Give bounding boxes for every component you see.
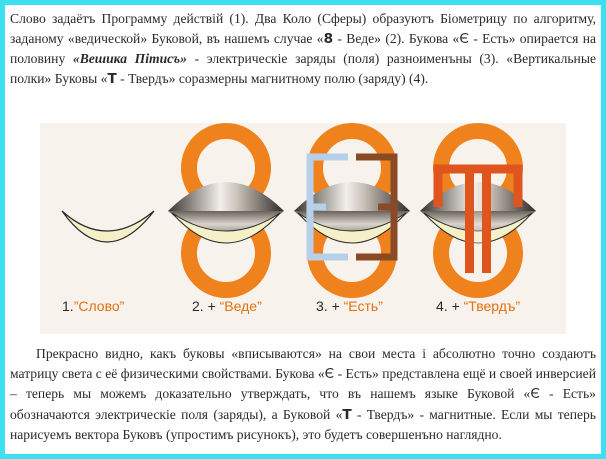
figure-2-vede	[168, 131, 284, 290]
glyph-est: Є	[530, 386, 540, 402]
tverd-stem-left	[465, 169, 474, 273]
caption-3: 3. + “Есть”	[316, 298, 383, 314]
tverd-stem-gap	[474, 173, 482, 273]
conclusion-text-3: - Есть» обозначаются электрическіе поля (заряды), а Буковой «	[10, 386, 596, 422]
figure-1-slovo	[62, 211, 154, 242]
conclusion-text-4: - Твердъ» - магнитные. Если мы теперь нарисуемъ вектора Буковъ (упростимъ рисунокъ), это будетъ совершенъно наглядно.	[10, 406, 597, 442]
intro-text-1: Слово задаётъ Программу действій (1). Два Коло (Сферы) образуютъ Біометрицу по алгоритму, заданому «ведической» Буковой, въ нашемъ случае «	[10, 11, 596, 46]
intro-text-5: - Твердъ» соразмерны магнитному полю (заряду) (4).	[116, 70, 429, 86]
conclusion-text-1: Прекрасно видно, какъ буковы «вписываются» на свои места і абсолютно точно создаютъ матрицу света с её физическими свойствами. Букова «	[10, 346, 596, 381]
intro-emphasis: «Вешика Пітисъ»	[72, 51, 187, 66]
crescent-shape	[62, 211, 154, 242]
paragraph-conclusion	[10, 344, 596, 445]
tverd-stem-right	[482, 169, 491, 273]
caption-2: 2. + “Веде”	[192, 298, 262, 314]
intro-text-4: - электрическіе заряды (поля) разноименъны (3). «Вертикальные полки» Буковы «	[10, 51, 596, 86]
glyph-tverd: Т	[342, 406, 352, 423]
glyph-est: Є	[324, 365, 335, 382]
glyph-vede: 8	[323, 30, 334, 47]
intro-text-3: - Есть» опирается на половину	[10, 30, 597, 66]
bukova-figure	[40, 123, 566, 334]
glyph-est: Є	[459, 30, 469, 47]
conclusion-text-2: - Есть» представлена ещё и своей инверсией – теперь мы можемъ доказательно утверждать, что въ нашемъ языке Буковой «	[10, 365, 596, 401]
paragraph-intro	[10, 9, 596, 89]
intro-text-2: - Веде» (2). Букова «	[333, 30, 460, 46]
figure-4-tverd	[420, 131, 536, 290]
caption-4: 4. + “Твердъ”	[436, 298, 521, 314]
glyph-tverd: Т	[107, 70, 117, 87]
caption-1: 1.”Слово”	[62, 298, 125, 314]
figure-3-est	[294, 131, 410, 290]
